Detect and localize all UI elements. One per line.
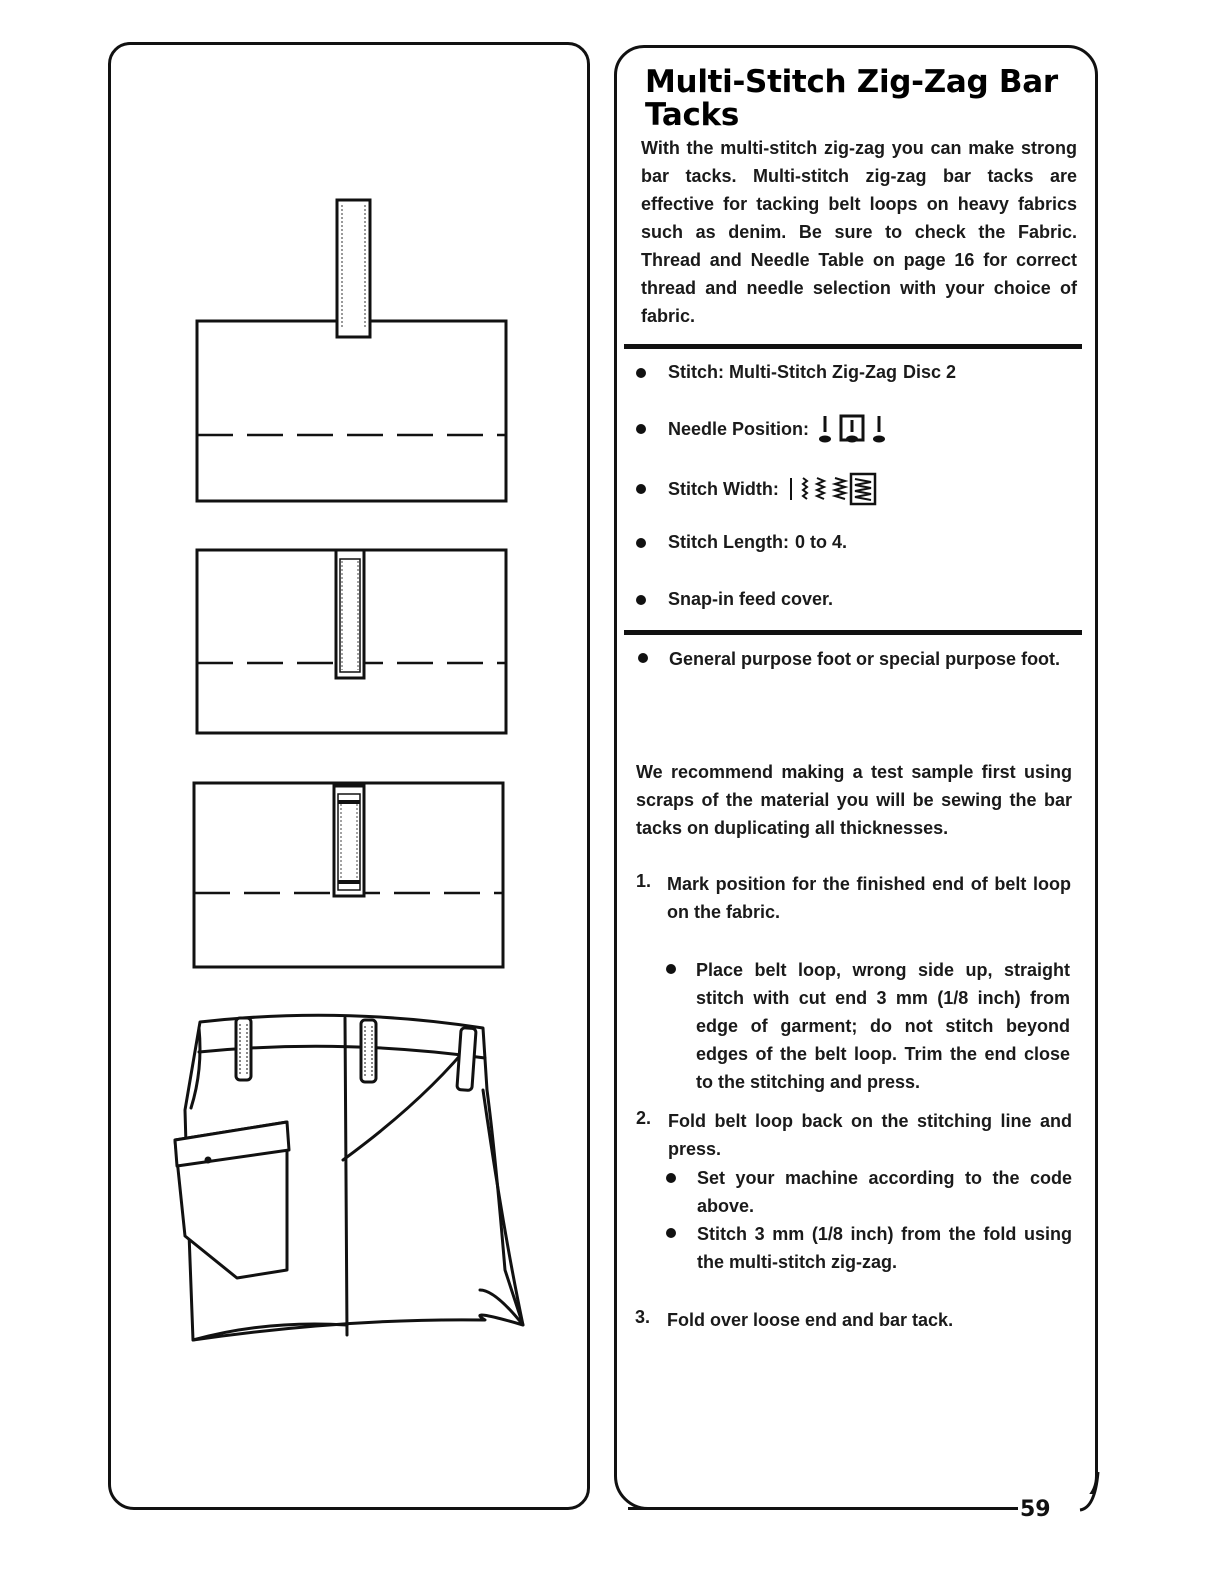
setting-needle-position xyxy=(636,412,889,446)
stitch-width-label: Stitch Width: xyxy=(668,478,779,499)
step-2-sub-2: Stitch 3 mm (1/8 inch) from the fold using the multi-stitch zig-zag. xyxy=(697,1224,1072,1272)
belt-loop-step2-illustration xyxy=(190,545,515,740)
step-1-number: 1. xyxy=(636,871,652,891)
stitch-length-label: Stitch Length: xyxy=(668,532,789,552)
bullet-icon xyxy=(636,484,646,494)
presser-foot-text: General purpose foot or special purpose foot. xyxy=(669,649,1061,669)
bullet-icon xyxy=(636,595,646,605)
stitch-label: Stitch: Multi-Stitch Zig-Zag xyxy=(668,362,897,382)
setting-stitch xyxy=(636,362,956,383)
step-3-number: 3. xyxy=(635,1307,651,1327)
bullet-icon xyxy=(636,424,646,434)
setting-stitch-width xyxy=(636,472,881,506)
needle-position-icon xyxy=(815,412,889,446)
step-2-text: Fold belt loop back on the stitching line and press. xyxy=(668,1111,1072,1159)
stitch-width-icon xyxy=(785,472,881,506)
bullet-icon xyxy=(666,964,676,974)
recommendation-paragraph: We recommend making a test sample first using scraps of the material you will be sewing the bar tacks on duplicating all thicknesses. xyxy=(636,762,1072,838)
belt-loop-step3-illustration xyxy=(188,778,513,973)
step-1-text: Mark position for the finished end of belt loop on the fabric. xyxy=(667,874,1071,922)
step-2-number: 2. xyxy=(636,1108,652,1128)
bullet-icon xyxy=(636,538,646,548)
divider-top xyxy=(624,344,1082,349)
bullet-icon xyxy=(666,1173,676,1183)
bullet-icon xyxy=(638,653,648,663)
step-2-sub-1: Set your machine according to the code above. xyxy=(697,1168,1072,1216)
bullet-icon xyxy=(666,1228,676,1238)
bullet-icon xyxy=(636,368,646,378)
page-number: 59 xyxy=(1020,1497,1051,1522)
setting-stitch-length xyxy=(636,532,847,553)
section-title: Multi-Stitch Zig-Zag Bar Tacks xyxy=(645,64,1058,133)
trousers-waistband-illustration xyxy=(165,1000,535,1350)
feed-cover-text: Snap-in feed cover. xyxy=(668,589,834,609)
footer-rule xyxy=(628,1507,1020,1510)
step-1-sub-1: Place belt loop, wrong side up, straight stitch with cut end 3 mm (1/8 inch) from edge of garment; do not stitch beyond edges of the belt loop. Trim the end close to the stitching and press. xyxy=(696,960,1070,1092)
setting-feed-cover xyxy=(636,589,833,610)
divider-middle xyxy=(624,630,1082,635)
stitch-value: Disc 2 xyxy=(902,362,957,382)
step-3-text: Fold over loose end and bar tack. xyxy=(667,1310,954,1330)
needle-position-label: Needle Position: xyxy=(668,418,810,439)
intro-paragraph: With the multi-stitch zig-zag you can make strong bar tacks. Multi-stitch zig-zag bar tacks are effective for tacking belt loops on heavy fabrics such as denim. Be sure to check the Fabric. Thread and Needle Table on page 16 for correct thread and needle selection with your choice of fabric. xyxy=(641,138,1077,326)
stitch-length-value: 0 to 4. xyxy=(794,532,847,552)
belt-loop-step1-illustration xyxy=(190,195,515,510)
